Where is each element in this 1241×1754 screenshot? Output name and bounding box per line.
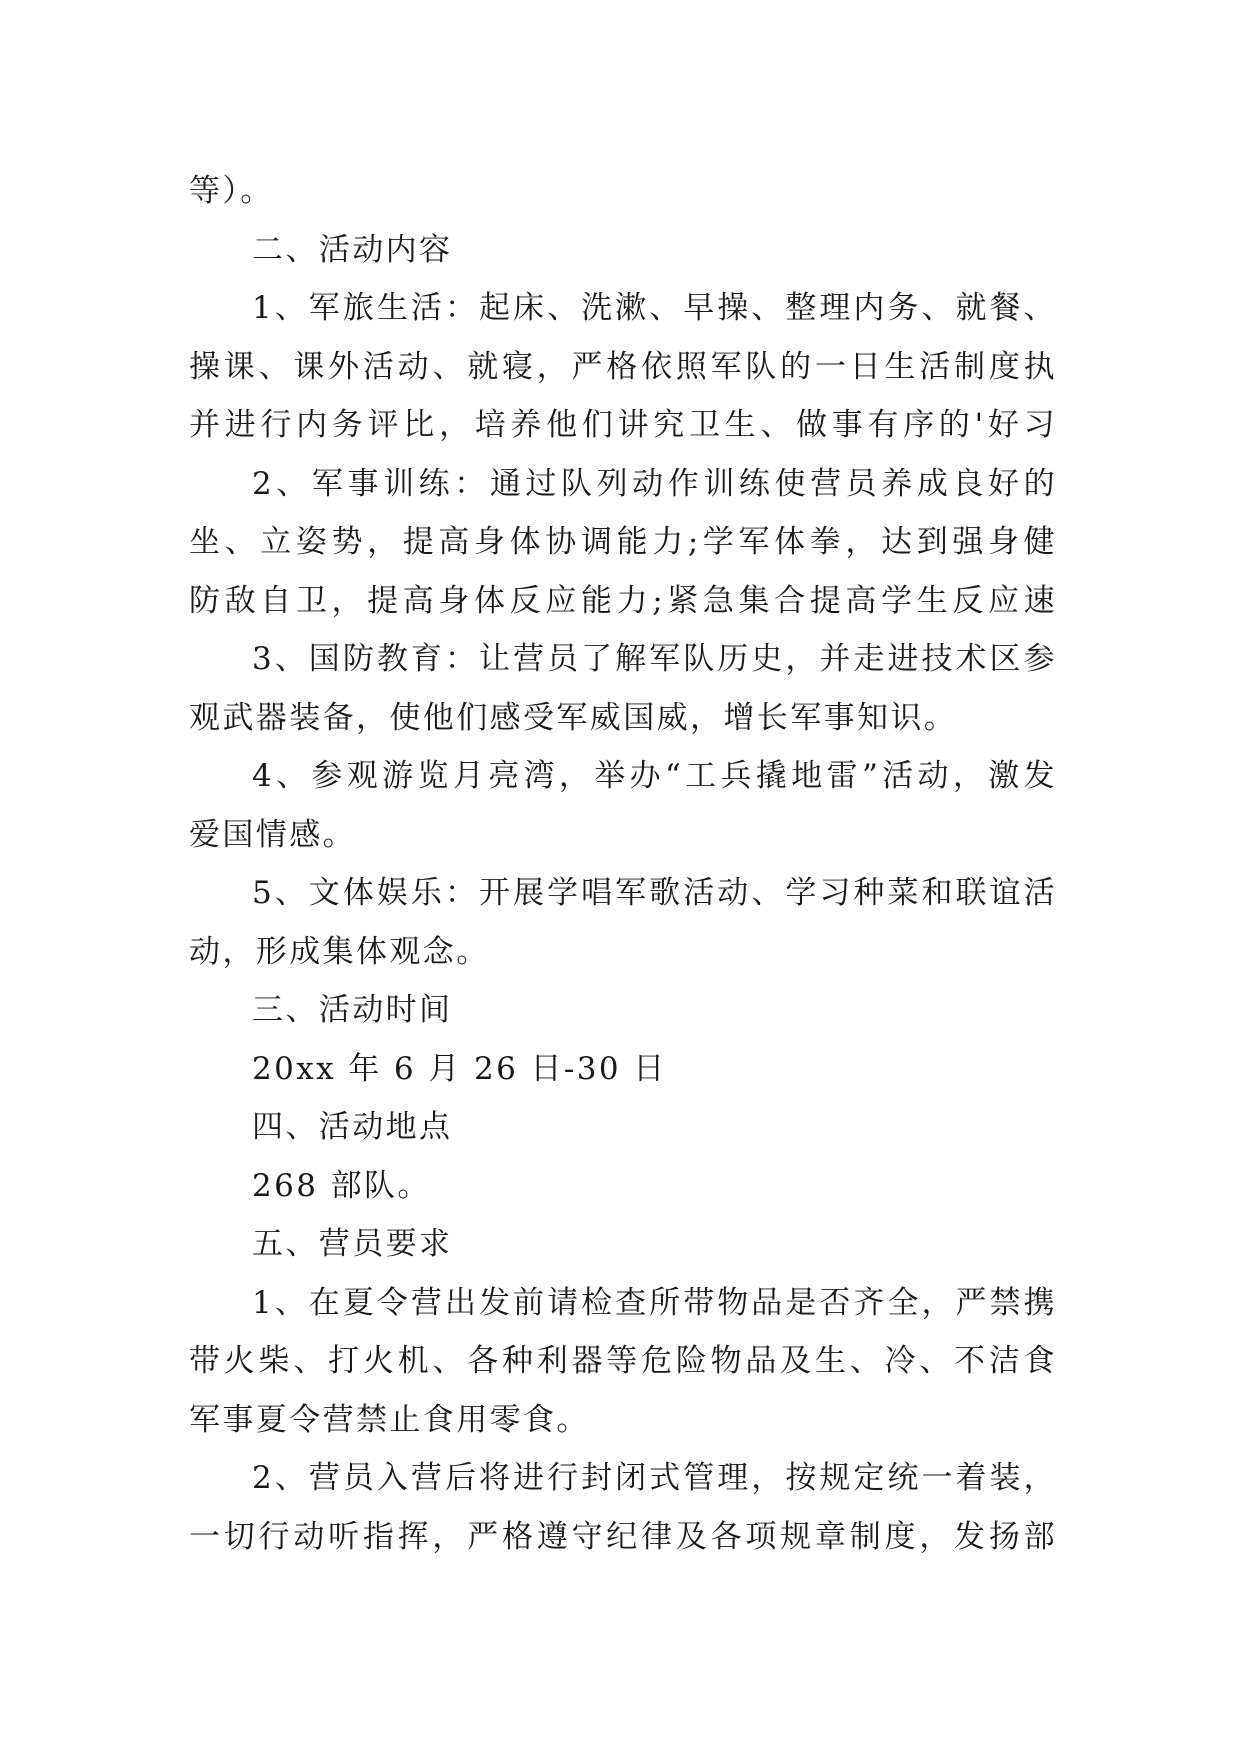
text-line: 一切行动听指挥，严格遵守纪律及各项规章制度，发扬部 bbox=[189, 1518, 1057, 1555]
text-line: 268 部队。 bbox=[252, 1167, 431, 1204]
text-line: 带火柴、打火机、各种利器等危险物品及生、冷、不洁食 bbox=[189, 1343, 1057, 1379]
text-line: 20xx 年 6 月 26 日-30 日 bbox=[252, 1050, 667, 1087]
document-body bbox=[189, 162, 1057, 1566]
text-line: 操课、课外活动、就寝，严格依照军队的一日生活制度执 bbox=[189, 348, 1057, 385]
text-line: 动，形成集体观念。 bbox=[189, 933, 490, 970]
text-line: 4、参观游览月亮湾，举办“工兵撬地雷”活动，激发 bbox=[252, 758, 1057, 794]
text-line: 5、文体娱乐：开展学唱军歌活动、学习种菜和联谊活 bbox=[252, 875, 1057, 911]
text-line: 观武器装备，使他们感受军威国威，增长军事知识。 bbox=[189, 699, 958, 736]
text-line: 2、军事训练：通过队列动作训练使营员养成良好的 bbox=[252, 465, 1057, 502]
text-line: 爱国情感。 bbox=[189, 816, 356, 853]
text-line: 1、在夏令营出发前请检查所带物品是否齐全，严禁携 bbox=[252, 1284, 1057, 1321]
text-line: 2、营员入营后将进行封闭式管理，按规定统一着装， bbox=[252, 1460, 1057, 1496]
text-line: 四、活动地点 bbox=[252, 1109, 453, 1145]
text-line: 二、活动内容 bbox=[252, 231, 453, 268]
text-line: 军事夏令营禁止食用零食。 bbox=[189, 1401, 590, 1438]
text-line: 1、军旅生活：起床、洗漱、早操、整理内务、就餐、 bbox=[252, 290, 1057, 326]
text-line: 等）。 bbox=[189, 173, 274, 209]
text-line: 3、国防教育：让营员了解军队历史，并走进技术区参 bbox=[252, 641, 1057, 677]
text-line: 坐、立姿势，提高身体协调能力;学军体拳，达到强身健 bbox=[189, 524, 1057, 560]
text-line: 并进行内务评比，培养他们讲究卫生、做事有序的'好习 bbox=[189, 407, 1057, 443]
text-line: 三、活动时间 bbox=[252, 992, 453, 1028]
text-line: 五、营员要求 bbox=[252, 1226, 453, 1262]
text-line: 防敌自卫，提高身体反应能力;紧急集合提高学生反应速 bbox=[189, 582, 1057, 619]
